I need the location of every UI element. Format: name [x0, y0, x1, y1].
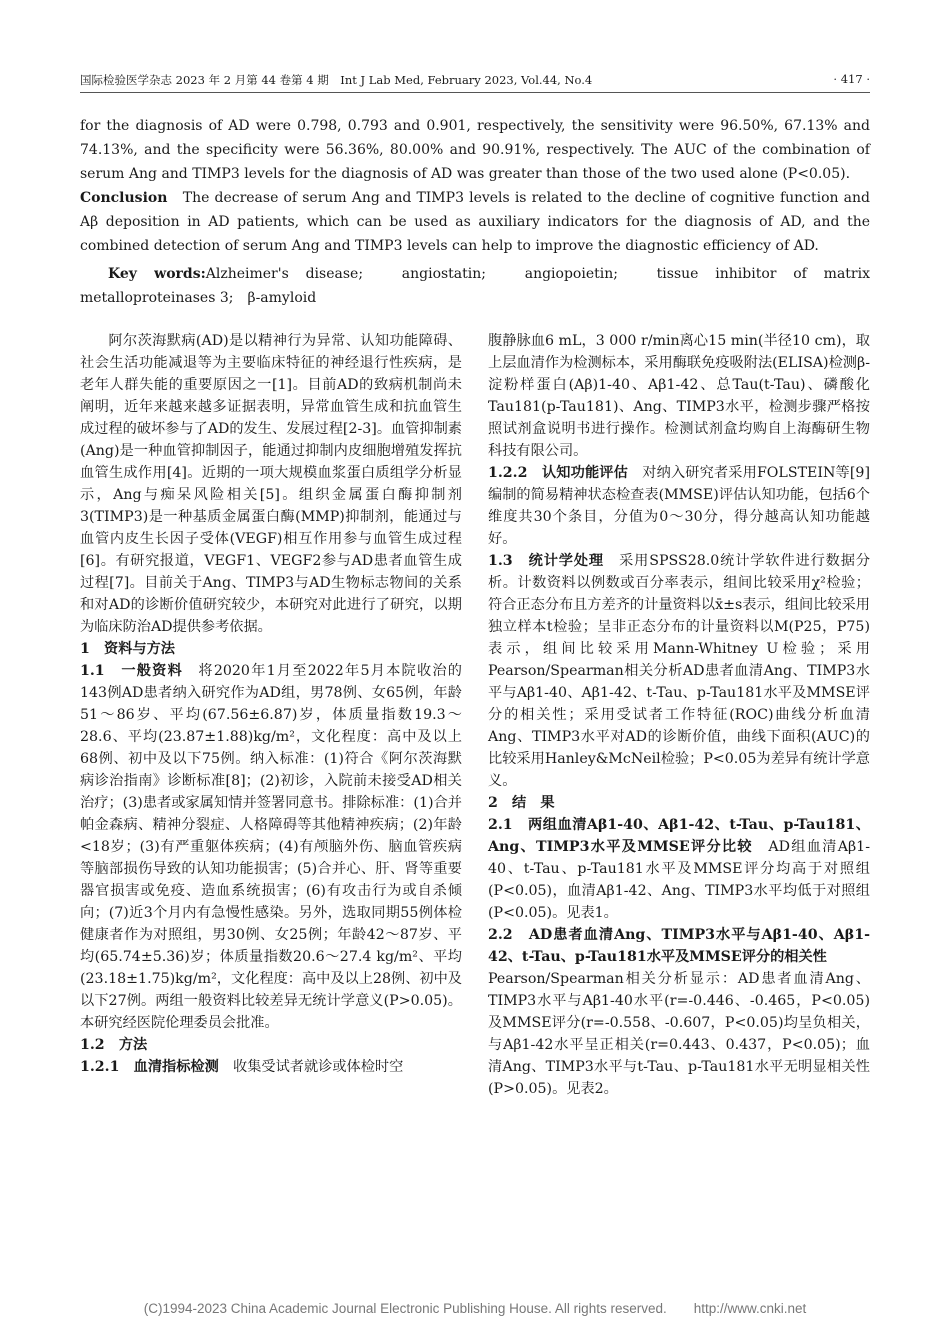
section-1-3-text: 采用SPSS28.0统计学软件进行数据分析。计数资料以例数或百分率表示，组间比较采用χ²检验；符合正态分布且方差齐的计量资料以x̄±s表示，组间比较采用独立样本t检验；呈非正态分布的计量资料以M(P25，P75)表示，组间比较采用Mann-Whitney U检验；采用Pearson/Spearman相关分析AD患者血清Ang、TIMP3水平与Aβ1-40、Aβ1-42、t-Tau、p-Tau181水平及MMSE评分的相关性；采用受试者工作特征(ROC)曲线分析血清Ang、TIMP3水平对AD的诊断价值，曲线下面积(AUC)的比较采用Hanley&McNeil检验；P<0.05为差异有统计学意义。: [488, 553, 871, 789]
conclusion-text: The decrease of serum Ang and TIMP3 levels is related to the decline of cognitive function and Aβ deposition in AD patients, which can be used as auxiliary indicators for the diagnosis of AD, and the combined detection of serum Ang and TIMP3 levels can help to improve the diagnostic efficiency of AD.: [80, 190, 870, 254]
intro-paragraph: 阿尔茨海默病(AD)是以精神行为异常、认知功能障碍、社会生活功能减退等为主要临床特征的神经退行性疾病，是老年人群失能的重要原因之一[1]。目前AD的致病机制尚未阐明，近年来越来越多证据表明，异常血管生成和抗血管生成过程的破坏参与了AD的发生、发展过程[2-3]。血管抑制素(Ang)是一种血管抑制因子，能通过抑制内皮细胞增殖发挥抗血管生成作用[4]。近期的一项大规模血浆蛋白质组学分析显示，Ang与痴呆风险相关[5]。组织金属蛋白酶抑制剂3(TIMP3)是一种基质金属蛋白酶(MMP)抑制剂，能通过与血管内皮生长因子受体(VEGF)相互作用参与血管生成过程[6]。有研究报道，VEGF1、VEGF2参与AD患者血管生成过程[7]。目前关于Ang、TIMP3与AD生物标志物间的关系和对AD的诊断价值研究较少，本研究对此进行了研究，以期为临床防治AD提供参考依据。: [80, 333, 462, 635]
english-abstract: [80, 114, 870, 310]
section-1-3: [488, 550, 870, 792]
left-column: [80, 330, 462, 1078]
section-1-2-1-continued: 腹静脉血6 mL，3 000 r/min离心15 min(半径10 cm)，取上层血清作为检测标本，采用酶联免疫吸附法(ELISA)检测β-淀粉样蛋白(Aβ)1-40、Aβ1-42、总Tau(t-Tau)、磷酸化Tau181(p-Tau181)、Ang、TIMP3水平，检测步骤严格按照试剂盒说明书进行操作。检测试剂盒均购自上海酶研生物科技有限公司。: [488, 333, 870, 459]
right-column: [488, 330, 870, 1100]
running-header: [80, 70, 870, 93]
copyright-footer: (C)1994-2023 China Academic Journal Electronic Publishing House. All rights reserved. http://www.cnki.net: [143, 1301, 807, 1316]
keywords-label: Key words:: [108, 266, 206, 282]
section-1-1-text: 将2020年1月至2022年5月本院收治的143例AD患者纳入研究作为AD组，男78例、女65例，年龄51～86岁、平均(67.56±6.87)岁，体质量指数19.3～28.6、平均(23.87±1.88)kg/m²，文化程度：高中及以上68例、初中及以下75例。纳入标准：(1)符合《阿尔茨海默病诊治指南》诊断标准[8]；(2)初诊，入院前未接受AD相关治疗；(3)患者或家属知情并签署同意书。排除标准：(1)合并帕金森病、精神分裂症、人格障碍等其他精神疾病；(2)年龄<18岁；(3)有严重躯体疾病；(4)有颅脑外伤、脑血管疾病等脑部损伤导致的认知功能损害；(5)合并心、肝、肾等重要器官损害或免疫、造血系统损害；(6)有攻击行为或自杀倾向；(7)近3个月内有急慢性感染。另外，选取同期55例体检健康者作为对照组，男30例、女25例；年龄42～87岁、平均(65.74±5.36)岁；体质量指数20.6～27.4 kg/m²、平均(23.18±1.75)kg/m²，文化程度：高中及以上28例、初中及以下27例。两组一般资料比较差异无统计学意义(P>0.05)。本研究经医院伦理委员会批准。: [80, 663, 462, 1031]
conclusion-label: Conclusion: [80, 190, 168, 206]
section-1-2-1: [80, 1056, 462, 1078]
section-2-1-title: 2.1 两组血清Aβ1-40、Aβ1-42、t-Tau、p-Tau181、Ang、TIMP3水平及MMSE评分比较: [488, 817, 870, 855]
section-1-2-1-text: 收集受试者就诊或体检时空: [218, 1059, 404, 1075]
section-2-1: [488, 814, 870, 924]
section-1-2-title: 1.2 方法: [80, 1037, 148, 1053]
section-1-2-2: [488, 462, 870, 550]
section-2-2-title-text: 2.2 AD患者血清Ang、TIMP3水平与Aβ1-40、Aβ1-42、t-Tau、p-Tau181水平及MMSE评分的相关性: [488, 927, 870, 965]
section-1-1: [80, 660, 462, 1034]
journal-citation: 国际检验医学杂志 2023 年 2 月第 44 卷第 4 期 Int J Lab Med, February 2023, Vol.44, No.4: [80, 73, 593, 87]
section-1-1-title: 1.1 一般资料: [80, 663, 184, 679]
section-1-3-title: 1.3 统计学处理: [488, 553, 605, 569]
abstract-results-tail: for the diagnosis of AD were 0.798, 0.793 and 0.901, respectively, the sensitivity were 96.50%, 67.13% and 74.13%, and the specificity were 56.36%, 80.00% and 90.91%, respectively. The AUC of the combination of serum Ang and TIMP3 levels for the diagnosis of AD was greater than those of the two used alone (P<0.05).: [80, 118, 870, 182]
section-1-2-1-title: 1.2.1 血清指标检测: [80, 1059, 219, 1075]
section-2-2-text: Pearson/Spearman相关分析显示：AD患者血清Ang、TIMP3水平与Aβ1-40水平(r=-0.446、-0.465，P<0.05)及MMSE评分(r=-0.558、-0.607，P<0.05)均呈负相关，与Aβ1-42水平呈正相关(r=0.443、0.437，P<0.05)；血清Ang、TIMP3水平与t-Tau、p-Tau181水平无明显相关性(P>0.05)。见表2。: [488, 971, 870, 1097]
keywords: [80, 262, 870, 310]
section-1-2-2-text: 对纳入研究者采用FOLSTEIN等[9]编制的简易精神状态检查表(MMSE)评估认知功能，包括6个维度共30个条目，分值为0～30分，得分越高认知功能越好。: [488, 465, 870, 547]
abstract-conclusion: [80, 186, 870, 258]
section-2-2-title: [488, 924, 870, 968]
section-2-1-text: AD组血清Aβ1-40、t-Tau、p-Tau181水平及MMSE评分均高于对照组(P<0.05)，血清Aβ1-42、Ang、TIMP3水平均低于对照组(P<0.05)。见表1。: [488, 839, 870, 921]
keywords-text: Alzheimer's disease; angiostatin; angiopoietin; tissue inhibitor of matrix metalloproteinases 3; β-amyloid: [80, 266, 870, 306]
page-number: · 417 ·: [833, 72, 870, 86]
section-1-2-2-title: 1.2.2 认知功能评估: [488, 465, 628, 481]
section-heading-methods: 1 资料与方法: [80, 641, 175, 657]
section-heading-results: 2 结 果: [488, 795, 555, 811]
